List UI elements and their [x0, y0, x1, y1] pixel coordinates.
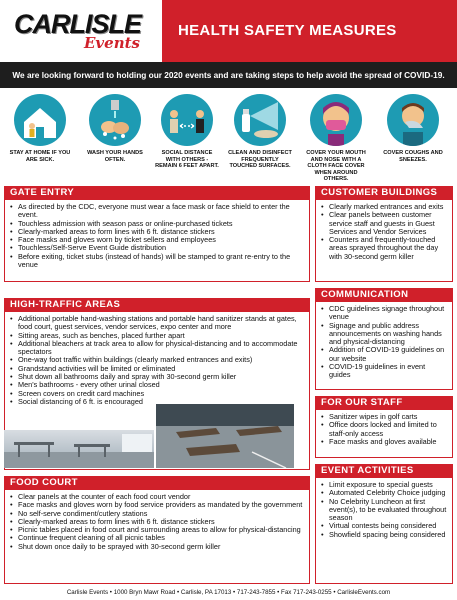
- high-traffic-title: HIGH-TRAFFIC AREAS: [4, 298, 310, 312]
- icon-caption: COVER YOUR MOUTH AND NOSE WITH A CLOTH FACE COVER WHEN AROUND OTHERS.: [306, 150, 366, 182]
- list-item: • Continue frequent cleaning of all picnic tables: [10, 534, 304, 542]
- list-item: • As directed by the CDC, everyone must wear a face mask or face shield to enter the event.: [10, 203, 304, 220]
- list-item: • Additional portable hand-washing stations and portable hand sanitizer stands at gates, food court, guest services, vendor services, expo center and more: [10, 315, 304, 332]
- list-item: • Shut down all bathrooms daily and spray with 30-second germ killer: [10, 373, 304, 381]
- list-item: • Touchless/Self-Serve Event Guide distribution: [10, 244, 304, 252]
- list-item: • Clearly marked entrances and exits: [321, 203, 447, 211]
- event-activities-panel: [315, 464, 453, 584]
- gate-entry-panel: [4, 186, 310, 282]
- photo-bleachers: [4, 430, 154, 468]
- guidelines-icon-row: [0, 90, 457, 182]
- list-item: • Limit exposure to special guests: [321, 481, 447, 489]
- food-court-panel: [4, 476, 310, 584]
- list-item: • Social distancing of 6 ft. is encouraged: [10, 398, 304, 406]
- for-our-staff-body: [315, 410, 453, 458]
- gate-entry-body: [4, 200, 310, 282]
- communication-panel: [315, 288, 453, 390]
- guideline-social-distance: [155, 94, 219, 170]
- photo-picnic-tables: [156, 404, 294, 468]
- list-item: • Counters and frequently-touched areas sprayed throughout the day with 30-second germ killer: [321, 236, 447, 261]
- wash-hands-icon: [89, 94, 141, 146]
- list-item: • Clear panels between customer service staff and guests in Guest Services and Vendor Services: [321, 211, 447, 236]
- stay-home-icon: [14, 94, 66, 146]
- guideline-cover-cough: [381, 94, 445, 163]
- logo-sub-text: Events: [84, 34, 140, 52]
- disinfect-spray-icon: [234, 94, 286, 146]
- list-item: • Face masks and gloves available: [321, 438, 447, 446]
- list-item: • Face masks and gloves worn by ticket sellers and employees: [10, 236, 304, 244]
- list-item: • CDC guidelines signage throughout venue: [321, 305, 447, 322]
- social-distance-icon: [161, 94, 213, 146]
- guideline-stay-home: [8, 94, 72, 163]
- list-item: • No self-serve condiment/cutlery stations: [10, 510, 304, 518]
- event-activities-body: [315, 478, 453, 584]
- list-item: • Addition of COVID-19 guidelines on our website: [321, 346, 447, 363]
- customer-buildings-body: [315, 200, 453, 282]
- food-court-title: FOOD COURT: [4, 476, 310, 490]
- list-item: • Sanitizer wipes in golf carts: [321, 413, 447, 421]
- food-court-body: [4, 490, 310, 584]
- event-activities-title: EVENT ACTIVITIES: [315, 464, 453, 478]
- list-item: • No Celebrity Luncheon at first event(s), to be evaluated throughout season: [321, 498, 447, 523]
- list-item: • Picnic tables placed in food court and surrounding areas to allow for physical-distancing: [10, 526, 304, 534]
- list-item: • Sitting areas, such as benches, placed further apart: [10, 332, 304, 340]
- customer-buildings-panel: [315, 186, 453, 282]
- list-item: • Shut down once daily to be sprayed with 30-second germ killer: [10, 543, 304, 551]
- page-title: HEALTH SAFETY MEASURES: [178, 22, 397, 39]
- customer-buildings-title: CUSTOMER BUILDINGS: [315, 186, 453, 200]
- list-item: • Automated Celebrity Choice judging: [321, 489, 447, 497]
- list-item: • One-way foot traffic within buildings (clearly marked entrances and exits): [10, 356, 304, 364]
- list-item: • Screen covers on credit card machines: [10, 390, 304, 398]
- communication-body: [315, 302, 453, 390]
- list-item: • Grandstand activities will be limited or eliminated: [10, 365, 304, 373]
- list-item: • Men's bathrooms - every other urinal closed: [10, 381, 304, 389]
- list-item: • Clear panels at the counter of each food court vendor: [10, 493, 304, 501]
- list-item: • COVID-19 guidelines in event guides: [321, 363, 447, 380]
- list-item: • Before exiting, ticket stubs (instead of hands) will be stamped to grant re-entry to the venue: [10, 253, 304, 270]
- guideline-disinfect: [228, 94, 292, 170]
- face-mask-icon: [310, 94, 362, 146]
- icon-caption: CLEAN AND DISINFECT FREQUENTLY TOUCHED SURFACES.: [228, 150, 292, 169]
- icon-caption: COVER COUGHS AND SNEEZES.: [383, 150, 443, 163]
- guideline-face-mask: [304, 94, 368, 183]
- icon-caption: WASH YOUR HANDS OFTEN.: [87, 150, 143, 163]
- gate-entry-title: GATE ENTRY: [4, 186, 310, 200]
- for-our-staff-panel: [315, 396, 453, 458]
- icon-caption: SOCIAL DISTANCE WITH OTHERS - REMAIN 6 FEET APART.: [155, 150, 219, 169]
- page-header: [0, 0, 457, 62]
- logo: [0, 0, 165, 62]
- logo-main-text: CARLISLE: [14, 9, 141, 39]
- list-item: • Office doors locked and limited to staff-only access: [321, 421, 447, 438]
- list-item: • Clearly-marked areas to form lines with 6 ft. distance stickers: [10, 518, 304, 526]
- guideline-wash-hands: [83, 94, 147, 163]
- communication-title: COMMUNICATION: [315, 288, 453, 302]
- page-footer: Carlisle Events • 1000 Bryn Mawr Road • Carlisle, PA 17013 • 717-243-7855 • Fax 717-243-0255 • CarlisleEvents.com: [66, 589, 391, 596]
- list-item: • Face masks and gloves worn by food service providers as mandated by the government: [10, 501, 304, 509]
- list-item: • Showfield spacing being considered: [321, 531, 447, 539]
- list-item: • Signage and public address announcements on washing hands and physical-distancing: [321, 322, 447, 347]
- icon-caption: STAY AT HOME IF YOU ARE SICK.: [9, 150, 71, 163]
- list-item: • Virtual contests being considered: [321, 522, 447, 530]
- intro-banner: We are looking forward to holding our 2020 events and are taking steps to help avoid the spread of COVID-19.: [0, 62, 457, 88]
- cover-cough-icon: [387, 94, 439, 146]
- list-item: • Touchless admission with season pass or online-purchased tickets: [10, 220, 304, 228]
- for-our-staff-title: FOR OUR STAFF: [315, 396, 453, 410]
- list-item: • Additional bleachers at track area to allow for physical-distancing and to accommodate spectators: [10, 340, 304, 357]
- list-item: • Clearly-marked areas to form lines with 6 ft. distance stickers: [10, 228, 304, 236]
